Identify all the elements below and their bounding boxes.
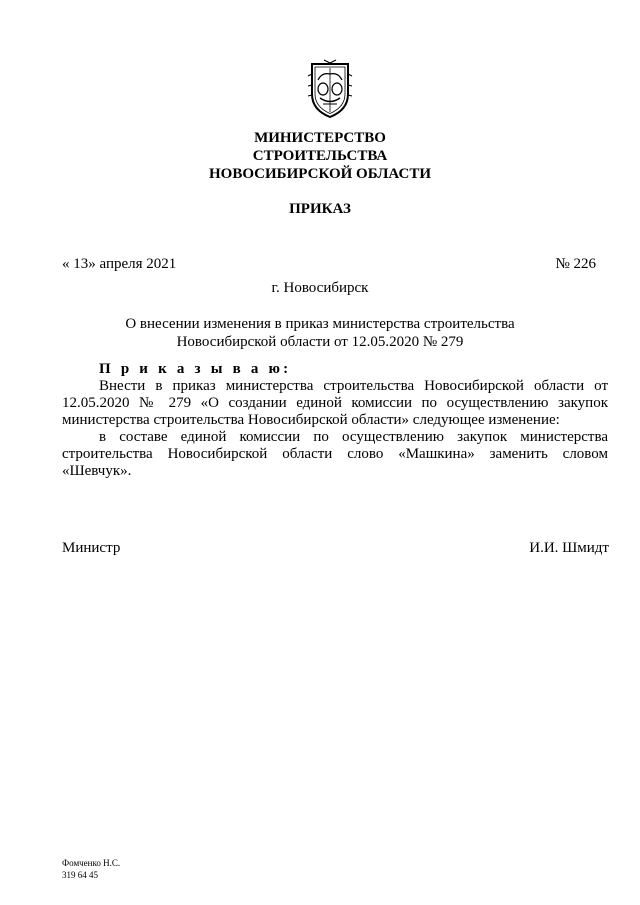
order-body <box>62 361 608 480</box>
document-type-title: ПРИКАЗ <box>289 201 351 217</box>
order-paragraph-1: Внести в приказ министерства строительства Новосибирской области от 12.05.2020 № 279 «О создании единой комиссии по осуществлению закупок министерства строительства Новосибирской области» следующее изменение: <box>62 378 608 428</box>
order-subject <box>0 315 640 351</box>
order-number: № 226 <box>555 256 596 272</box>
executor-info <box>62 857 120 881</box>
ministry-line-3: НОВОСИБИРСКОЙ ОБЛАСТИ <box>208 166 432 182</box>
city-name: г. Новосибирск <box>271 280 369 296</box>
subject-line-1: О внесении изменения в приказ министерства строительства <box>125 316 515 332</box>
order-paragraph-2: в составе единой комиссии по осуществлению закупок министерства строительства Новосибирской области слово «Машкина» заменить словом «Шевчук». <box>62 429 608 479</box>
ministry-line-2: СТРОИТЕЛЬСТВА <box>252 148 388 164</box>
ministry-name <box>0 129 640 183</box>
signatory-name: И.И. Шмидт <box>529 540 609 556</box>
coat-of-arms-icon <box>306 58 354 120</box>
signatory-position: Министр <box>62 540 121 556</box>
executor-name: Фомченко Н.С. <box>62 858 121 868</box>
order-lead: П р и к а з ы в а ю: <box>99 361 292 377</box>
order-date: « 13» апреля 2021 <box>62 256 177 272</box>
subject-line-2: Новосибирской области от 12.05.2020 № 279 <box>176 334 464 350</box>
executor-phone: 319 64 45 <box>62 870 98 880</box>
ministry-line-1: МИНИСТЕРСТВО <box>254 130 386 146</box>
